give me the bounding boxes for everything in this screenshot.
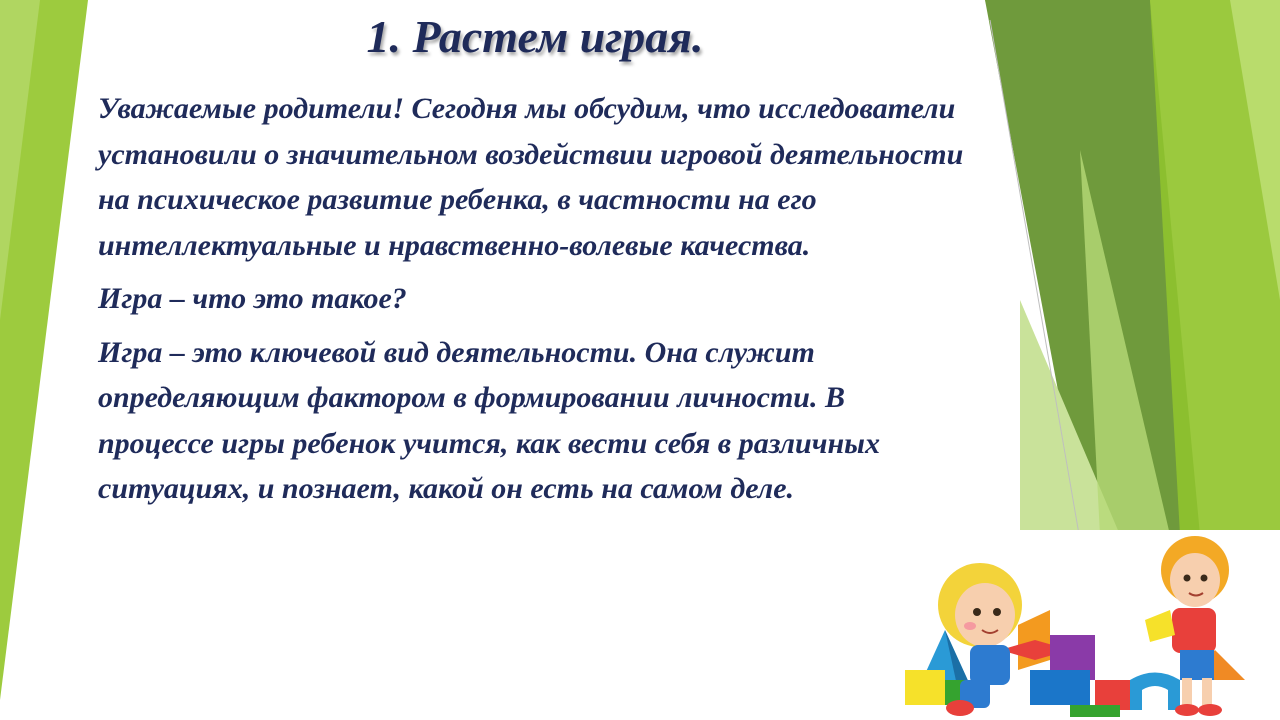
slide-body: [98, 86, 968, 512]
children-playing-blocks-icon: [900, 530, 1280, 720]
paragraph-answer: Игра – это ключевой вид деятельности. Она служит определяющим фактором в формировании личности. В процессе игры ребенок учится, как вести себя в различных ситуациях, и познает, какой он есть на самом деле.: [98, 335, 880, 505]
slide-title: 1. Растем играя.: [366, 11, 704, 62]
paragraph-intro: Уважаемые родители! Сегодня мы обсудим, что исследователи установили о значительном воздействии игровой деятельности на психическое развитие ребенка, в частности на его интеллектуальные и нравственно-волевые качества.: [98, 92, 964, 262]
paragraph-question: Игра – что это такое?: [98, 282, 407, 315]
